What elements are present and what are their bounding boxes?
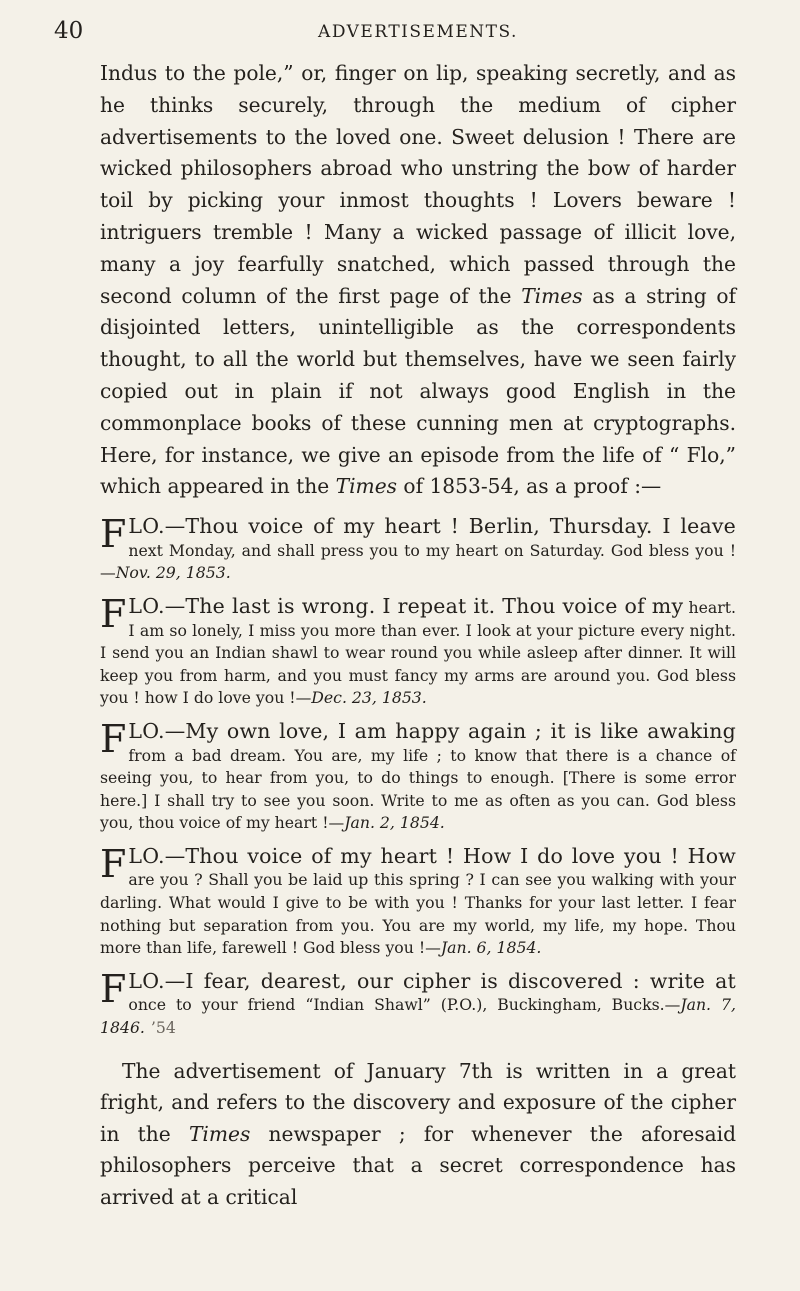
- flo-advertisement-1: [100, 512, 736, 585]
- intro-text: Indus to the pole,” or, finger on lip, speaking secretly, and as he thinks securely, through the medium of cipher advertisements to the loved one. Sweet delusion ! There are wicked philosophers abroad who unstring the bow of harder toil by picking your inmost thoughts ! Lovers beware ! intriguers tremble ! Many a wicked passage of illicit love, many a joy fearfully snatched, which passed through the second column of the first page of the: [100, 61, 736, 308]
- times-reference: Times: [335, 474, 397, 499]
- ad-date: Jan. 2, 1854.: [344, 813, 445, 833]
- flo-advertisement-4: [100, 841, 736, 960]
- intro-text: of 1853-54, as a proof :—: [397, 474, 662, 499]
- dropcap-initial: F: [100, 512, 127, 557]
- flo-advertisement-3: [100, 716, 736, 835]
- ad-body: once to your friend “Indian Shawl” (P.O.), Buckingham, Bucks.—: [128, 995, 681, 1015]
- times-reference: Times: [188, 1121, 251, 1146]
- running-head: [54, 18, 736, 58]
- ad-date: Nov. 29, 1853.: [115, 563, 231, 583]
- running-title: ADVERTISEMENTS.: [318, 22, 518, 42]
- dropcap-initial: F: [100, 716, 127, 761]
- ad-lead-line: LO.—The last is wrong. I repeat it. Thou voice of my: [128, 593, 684, 618]
- ad-lead-line: LO.—Thou voice of my heart ! How I do love you ! How: [128, 843, 736, 868]
- outro-paragraph: [100, 1056, 736, 1214]
- times-reference: Times: [521, 283, 583, 308]
- ad-lead-line: LO.—Thou voice of my heart ! Berlin, Thursday. I leave: [128, 514, 736, 539]
- ad-date: Jan. 7, 1846.: [100, 995, 736, 1038]
- handwritten-annotation: ’54: [150, 1018, 176, 1038]
- ad-lead-line: LO.—I fear, dearest, our cipher is discovered : write at: [128, 968, 736, 993]
- intro-text: as a string of disjointed letters, unintelligible as the correspondents thought, to all the world but themselves, have we seen fairly copied out in plain if not always good English in the commonplace books of these cunning men at cryptographs. Here, for instance, we give an episode from the life of “ Flo,” which appeared in the: [100, 283, 736, 499]
- dropcap-initial: F: [100, 841, 127, 886]
- ad-body: from a bad dream. You are, my life ; to know that there is a chance of seeing you, to hear from you, to do things to enough. [There is some error here.] I shall try to see you soon. Write to me as often as you can. God bless you, thou voice of my heart !—: [100, 745, 736, 833]
- ad-lead-line: LO.—My own love, I am happy again ; it is like awaking: [128, 718, 736, 743]
- dropcap-initial: F: [100, 966, 127, 1011]
- ad-body: are you ? Shall you be laid up this spring ? I can see you walking with your darling. What would I give to be with you ! Thanks for your last letter. I fear nothing but separation from you. You are my world, my life, my hope. Thou more than life, farewell ! God bless you !—: [100, 870, 736, 958]
- ad-date: Dec. 23, 1853.: [311, 688, 427, 708]
- page-number: 40: [54, 18, 84, 44]
- outro-text: The advertisement of January 7th is written in a great fright, and refers to the discovery and exposure of the cipher in the: [100, 1058, 736, 1146]
- flo-advertisement-5: [100, 966, 736, 1040]
- flo-advertisement-2: [100, 591, 736, 710]
- ad-date: Jan. 6, 1854.: [440, 938, 542, 958]
- ad-body: next Monday, and shall press you to my heart on Saturday. God bless you !—: [100, 540, 736, 583]
- outro-text: newspaper ; for whenever the aforesaid philosophers perceive that a secret correspondence has arrived at a critical: [100, 1121, 737, 1209]
- intro-paragraph: [100, 58, 736, 503]
- dropcap-initial: F: [100, 591, 127, 636]
- ad-body: heart. I am so lonely, I miss you more than ever. I look at your picture every night. I send you an Indian shawl to wear round you while asleep after dinner. It will keep you from harm, and you must fancy my arms are around you. God bless you ! how I do love you !—: [100, 597, 736, 708]
